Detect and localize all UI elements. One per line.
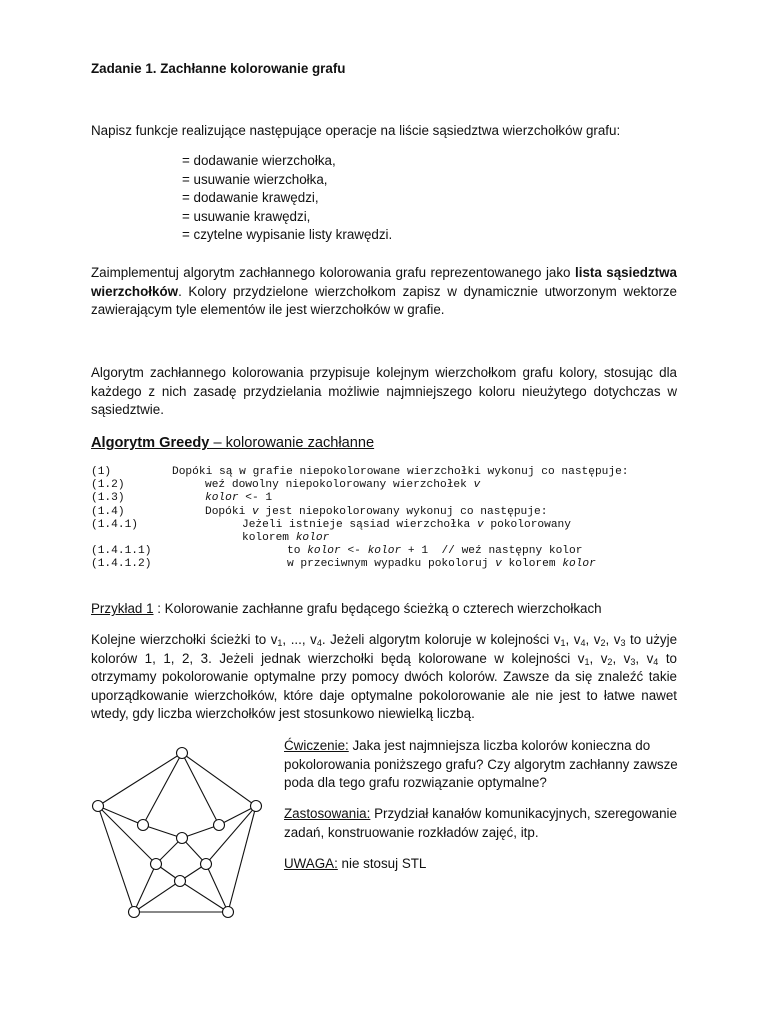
list-item: = usuwanie krawędzi, (182, 208, 311, 224)
step-text: Dopóki są w grafie niepokolorowane wierzchołki wykonuj co następuje: (172, 466, 629, 478)
applications-text: Przydział kanałów komunikacyjnych, szeregowanie zadań, konstruowanie rozkładów zajęć, itp. (284, 806, 677, 840)
graph-edge (143, 825, 182, 838)
graph-edge (98, 806, 134, 912)
step-number: (1.3) (91, 492, 125, 505)
step-text: to (287, 545, 308, 558)
graph-vertex (177, 748, 188, 759)
operations-list (182, 152, 392, 245)
algorithm-subtitle: – kolorowanie zachłanne (209, 435, 375, 451)
graph-diagram (86, 742, 266, 922)
list-item: = czytelne wypisanie listy krawędzi. (182, 227, 393, 243)
implement-text: Zaimplementuj algorytm zachłannego kolorowania grafu reprezentowanego jako (91, 265, 575, 280)
list-item: = usuwanie wierzchołka, (182, 171, 328, 187)
step-number: (1.4.1.2) (91, 558, 152, 571)
graph-edge (182, 753, 256, 806)
task-title: Zadanie 1. Zachłanne kolorowanie grafu (91, 61, 346, 76)
graph-vertex (177, 833, 188, 844)
variable: kolor (295, 531, 330, 544)
step-text: kolorem (242, 531, 296, 544)
note-text: nie stosuj STL (337, 856, 427, 871)
exercise-text: Jaka jest najmniejsza liczba kolorów konieczna do pokolorowania poniższego grafu? Czy algorytm zachłanny zawsze poda dla tego grafu rozwiązanie optymalne? (284, 738, 678, 790)
variable: kolor (367, 545, 402, 558)
applications-label: Zastosowania: (284, 806, 371, 821)
implement-bold-text: lista sąsiedztwa wierzchołków (91, 265, 677, 299)
implement-paragraph (91, 264, 677, 320)
note-label: UWAGA: (284, 856, 338, 871)
step-number: (1.4) (91, 505, 125, 518)
graph-vertex (214, 820, 225, 831)
algorithm-heading (91, 434, 374, 453)
step-text: Dopóki (205, 505, 252, 518)
step-text: w przeciwnym wypadku pokoloruj (287, 558, 496, 571)
step-text: weź dowolny niepokolorowany wierzchołek (205, 479, 474, 492)
variable: kolor (205, 492, 239, 505)
graph-vertex (93, 801, 104, 812)
graph-vertex (151, 859, 162, 870)
example-title-text: : Kolorowanie zachłanne grafu będącego ścieżką o czterech wierzchołkach (153, 601, 602, 616)
example-heading (91, 600, 602, 619)
list-item: = dodawanie wierzchołka, (182, 153, 336, 168)
note-paragraph (284, 855, 684, 874)
intro-paragraph: Napisz funkcje realizujące następujące operacje na liście sąsiedztwa wierzchołków grafu: (91, 123, 621, 138)
variable: kolor (307, 545, 341, 558)
graph-edge (98, 753, 182, 806)
variable: v (476, 518, 484, 531)
implement-text-end: . Kolory przydzielone wierzchołkom zapisz w dynamicznie utworzonym wektorze zawierającym tyle elementów ile jest wierzchołków w grafie. (91, 283, 677, 317)
graph-edge (182, 753, 219, 825)
variable: kolor (562, 558, 596, 571)
graph-vertex (138, 820, 149, 831)
step-number: (1.4.1) (91, 518, 138, 531)
graph-vertex (251, 801, 262, 812)
step-text: jest niepokolorowany wykonuj co następuje: (258, 505, 548, 518)
step-text: kolorem (501, 558, 563, 571)
applications-paragraph (284, 805, 684, 842)
description-paragraph: Algorytm zachłannego kolorowania przypisuje kolejnym wierzchołkom grafu kolory, stosując dla każdego z nich zasadę przydzielania możliwie najmniejszego koloru nieużytego dotychczas w sąsiedztwie. (91, 365, 677, 417)
step-text: + 1 // weź następny kolor (401, 545, 583, 558)
graph-edge (98, 806, 143, 825)
step-number: (1.4.1.1) (91, 545, 152, 558)
algorithm-name: Algorytm Greedy (91, 435, 210, 451)
step-number: (1.2) (91, 479, 125, 492)
graph-edge (143, 753, 182, 825)
graph-vertex (223, 907, 234, 918)
variable: v (252, 505, 259, 518)
graph-edge (219, 806, 256, 825)
example-paragraph: Kolejne wierzchołki ścieżki to $v_1$, ..., $v_4$. Jeżeli algorytm koloruje w kolejności $v_1$, $v_4$, $v_2$, $v_3$ to użyje kolorów 1, 1, 2, 3. Jeżeli jednak wierzchołki będą kolorowane w kolejności $v_1$, $v_2$, $v_3$, $v_4$ to otrzymamy pokolorowanie optymalne przy pomocy dwóch kolorów. Zawsze da się znaleźć takie uporządkowanie wierzchołków, które daje optymalne pokolorowanie ale nie jest to łatwe nawet wtedy, gdy liczba wierzchołków jest stosunkowo niewielką liczbą. (91, 632, 678, 722)
example-label: Przykład 1 (91, 601, 154, 616)
step-number: (1) (91, 466, 112, 478)
exercise-label: Ćwiczenie: (284, 738, 349, 753)
step-text: <- (340, 545, 368, 558)
graph-vertex (175, 876, 186, 887)
graph-edge (98, 806, 156, 864)
variable: v (495, 558, 502, 571)
graph-vertex (129, 907, 140, 918)
exercise-paragraph (284, 737, 684, 793)
variable: v (473, 479, 481, 492)
step-text: <- 1 (238, 492, 273, 505)
graph-vertex (201, 859, 212, 870)
list-item: = dodawanie krawędzi, (182, 190, 319, 206)
step-text: pokolorowany (483, 518, 571, 531)
step-text: Jeżeli istnieje sąsiad wierzchołka (242, 518, 477, 531)
